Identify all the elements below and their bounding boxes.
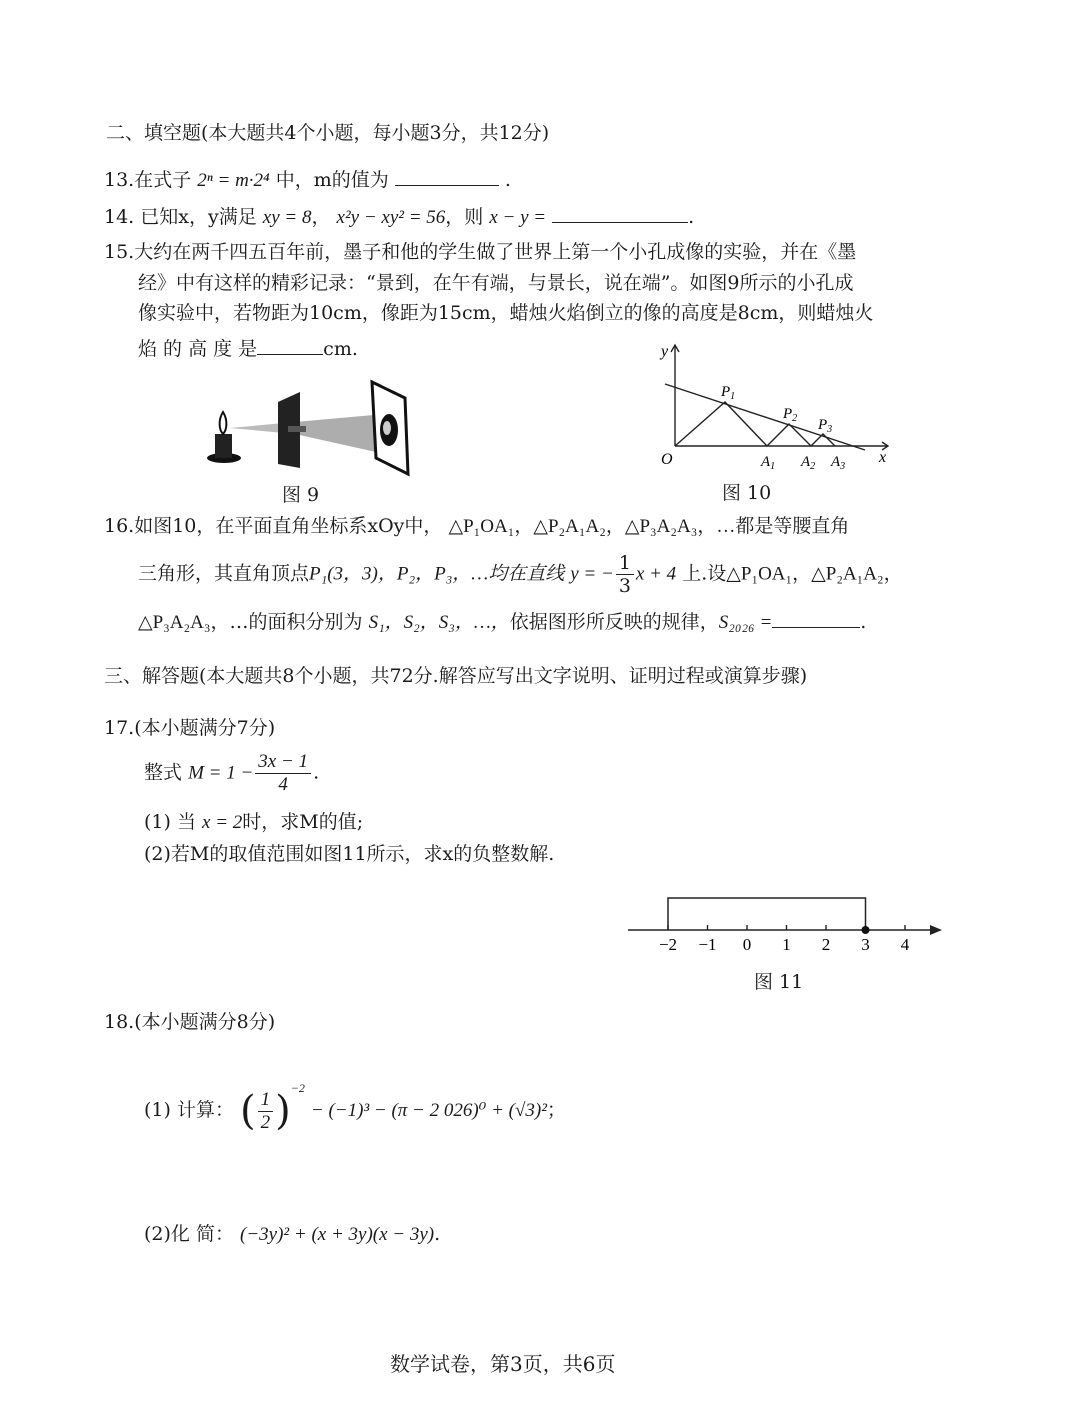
page-footer: 数学试卷，第3页，共6页 [390,1352,616,1376]
q18-rest: − (−1)³ − (π − 2 026)⁰ + (√3)² [310,1100,547,1121]
number-line-tick-label: 1 [782,935,791,954]
q18-fraction [258,1089,274,1134]
screen-image-highlight [383,421,391,435]
q15-line-2: 经》中有这样的精彩记录：“景到，在午有端，与景长，说在端”。如图9所示的小孔成 [138,272,854,294]
q14-then: ，则 [445,206,484,228]
q17-expr-prefix: 整式 [144,761,183,784]
q17-title: 17.(本小题满分7分) [104,717,276,739]
number-line-tick-label: 0 [742,935,752,954]
p2-label: $P_2$ [783,406,798,424]
p3-label: $P_3$ [818,417,833,435]
number-line-tick-label: 2 [821,935,831,954]
q16-l2-text: 三角形，其直角顶点 [138,562,310,585]
q17-expression [144,751,319,796]
q16-frac-den: 3 [618,575,631,597]
q16-ask: S₂₀₂₆ = [718,612,773,633]
number-line-tick-label: 3 [861,935,870,954]
q17-expr-end: . [313,761,320,784]
p1-label: $P_1$ [721,384,736,402]
q16-frac-num: 1 [616,552,634,575]
q18-p1-label: (1) 计算： [144,1099,234,1121]
q17-frac-num: 3x − 1 [255,751,311,774]
q16-line-1 [104,514,849,539]
q15-line-4-text: 焰 的 高 度 是 [138,338,258,360]
q16-period: . [860,611,867,633]
number-line-tick-label: 4 [900,935,910,954]
q16-l3-text: 依据图形所反映的规律， [509,611,719,633]
light-beam-out [295,414,385,454]
number-line-arrow [930,925,942,935]
q18-p2-end: . [434,1223,441,1245]
q18-exponent: −2 [290,1081,305,1095]
q13-answer-blank[interactable] [395,167,499,186]
y-axis-label: y [661,343,669,360]
q15-unit: cm. [323,338,358,360]
q18-p2-expression: (−3y)² + (x + 3y)(x − 3y) [240,1224,435,1245]
triangle-1 [675,402,767,446]
q18-p1-end: ； [546,1099,566,1121]
q16-l3-mid: …的面积分别为 [229,611,363,633]
q18-part-1: (1) 计算： ( $\frac{1}{2}$ )$^{-2}$ − (−1)³ − (π − 2 026)⁰ + (√3)²； [144,1081,566,1134]
pinhole [288,426,306,432]
q14-condition-1: xy = 8 [262,207,312,228]
q14-ask: x − y = [489,207,547,228]
q14-condition-2: x²y − xy² = 56 [336,207,446,228]
origin-label: O [661,451,673,468]
a3-label: $A_3$ [831,454,846,472]
figure-9-caption: 图 9 [282,484,320,506]
a1-label: $A_1$ [761,454,776,472]
q16-fraction [616,552,634,597]
figure-11-caption: 图 11 [754,971,804,993]
q15-answer-blank[interactable] [257,336,323,355]
x-axis-label: x [879,449,887,466]
q16-answer-blank[interactable] [772,609,860,628]
q15-line-4 [138,336,358,361]
triangle-2 [767,424,811,446]
figure-10-coordinate-diagram [655,338,895,480]
q16-l2-triangles: △P₁OA₁，△P₂A₁A₂， [726,563,903,585]
figure-9-pinhole-diagram [200,372,420,477]
q13-prefix: 13.在式子 [104,169,192,191]
q16-areas: S₁，S₂，S₃，…， [368,612,510,633]
q16-set: 上.设 [682,562,727,585]
q14-answer-blank[interactable] [552,204,688,223]
q16-line-eq-rhs: x + 4 [635,563,677,585]
q16-l3-triangle: △P₃A₂A₃， [138,612,230,633]
q18-part-2 [144,1222,440,1247]
candle-flame [220,412,227,434]
question-14 [104,204,694,230]
q18-frac-num: 1 [258,1089,274,1112]
number-line-tick-label: −2 [658,935,678,954]
range-endpoint-dot [862,926,870,934]
q13-period: . [504,169,511,191]
question-13 [104,167,511,193]
value-range-bracket [668,898,866,930]
section-2-header: 二、填空题(本大题共4个小题，每小题3分，共12分) [106,122,550,144]
a2-label: $A_2$ [801,454,816,472]
candle-body [215,434,232,458]
q17-p1-prefix: (1) 当 [144,811,196,833]
q16-triangles: △P₁OA₁，△P₂A₁A₂，△P₃A₂A₃，…都是等腰直角 [448,516,850,537]
q17-part-2: (2)若M的取值范围如图11所示，求x的负整数解. [144,843,555,865]
q17-part-1 [144,810,363,835]
q14-separator: ， [311,206,331,228]
line-y-equals-neg-third-x-plus-4 [665,384,865,450]
q15-line-3: 像实验中，若物距为10cm，像距为15cm，蜡烛火焰倒立的像的高度是8cm，则蜡烛火 [138,302,874,324]
q17-expr-lhs: M = 1 − [188,762,254,784]
q18-p2-label: (2)化 简： [144,1223,234,1245]
q17-fraction [255,751,311,796]
q16-points: P₁(3，3)，P₂，P₃，…均在直线 [309,563,565,585]
q18-title: 18.(本小题满分8分) [104,1011,276,1033]
q14-period: . [688,206,695,228]
q17-p1-condition: x = 2 [202,812,243,833]
q13-text: 中，m的值为 [275,169,389,191]
q16-prefix: 16.如图10，在平面直角坐标系xOy中， [104,515,443,537]
q18-frac-den: 2 [260,1111,271,1133]
q16-line-2 [138,552,903,597]
q15-line-1: 15.大约在两千四五百年前，墨子和他的学生做了世界上第一个小孔成像的实验，并在《墨 [104,241,857,263]
q13-expression: 2ⁿ = m·2⁴ [197,170,270,191]
q14-prefix: 14. 已知x，y满足 [104,206,257,228]
figure-10-caption: 图 10 [722,482,772,504]
q16-line-3 [138,609,866,635]
q16-line-eq-lhs: y = − [570,563,614,585]
section-3-header: 三、解答题(本大题共8个小题，共72分.解答应写出文字说明、证明过程或演算步骤) [104,665,808,687]
q17-p1-text: 时，求M的值; [242,811,364,833]
q17-frac-den: 4 [278,774,288,795]
number-line-tick-label: −1 [698,935,717,954]
